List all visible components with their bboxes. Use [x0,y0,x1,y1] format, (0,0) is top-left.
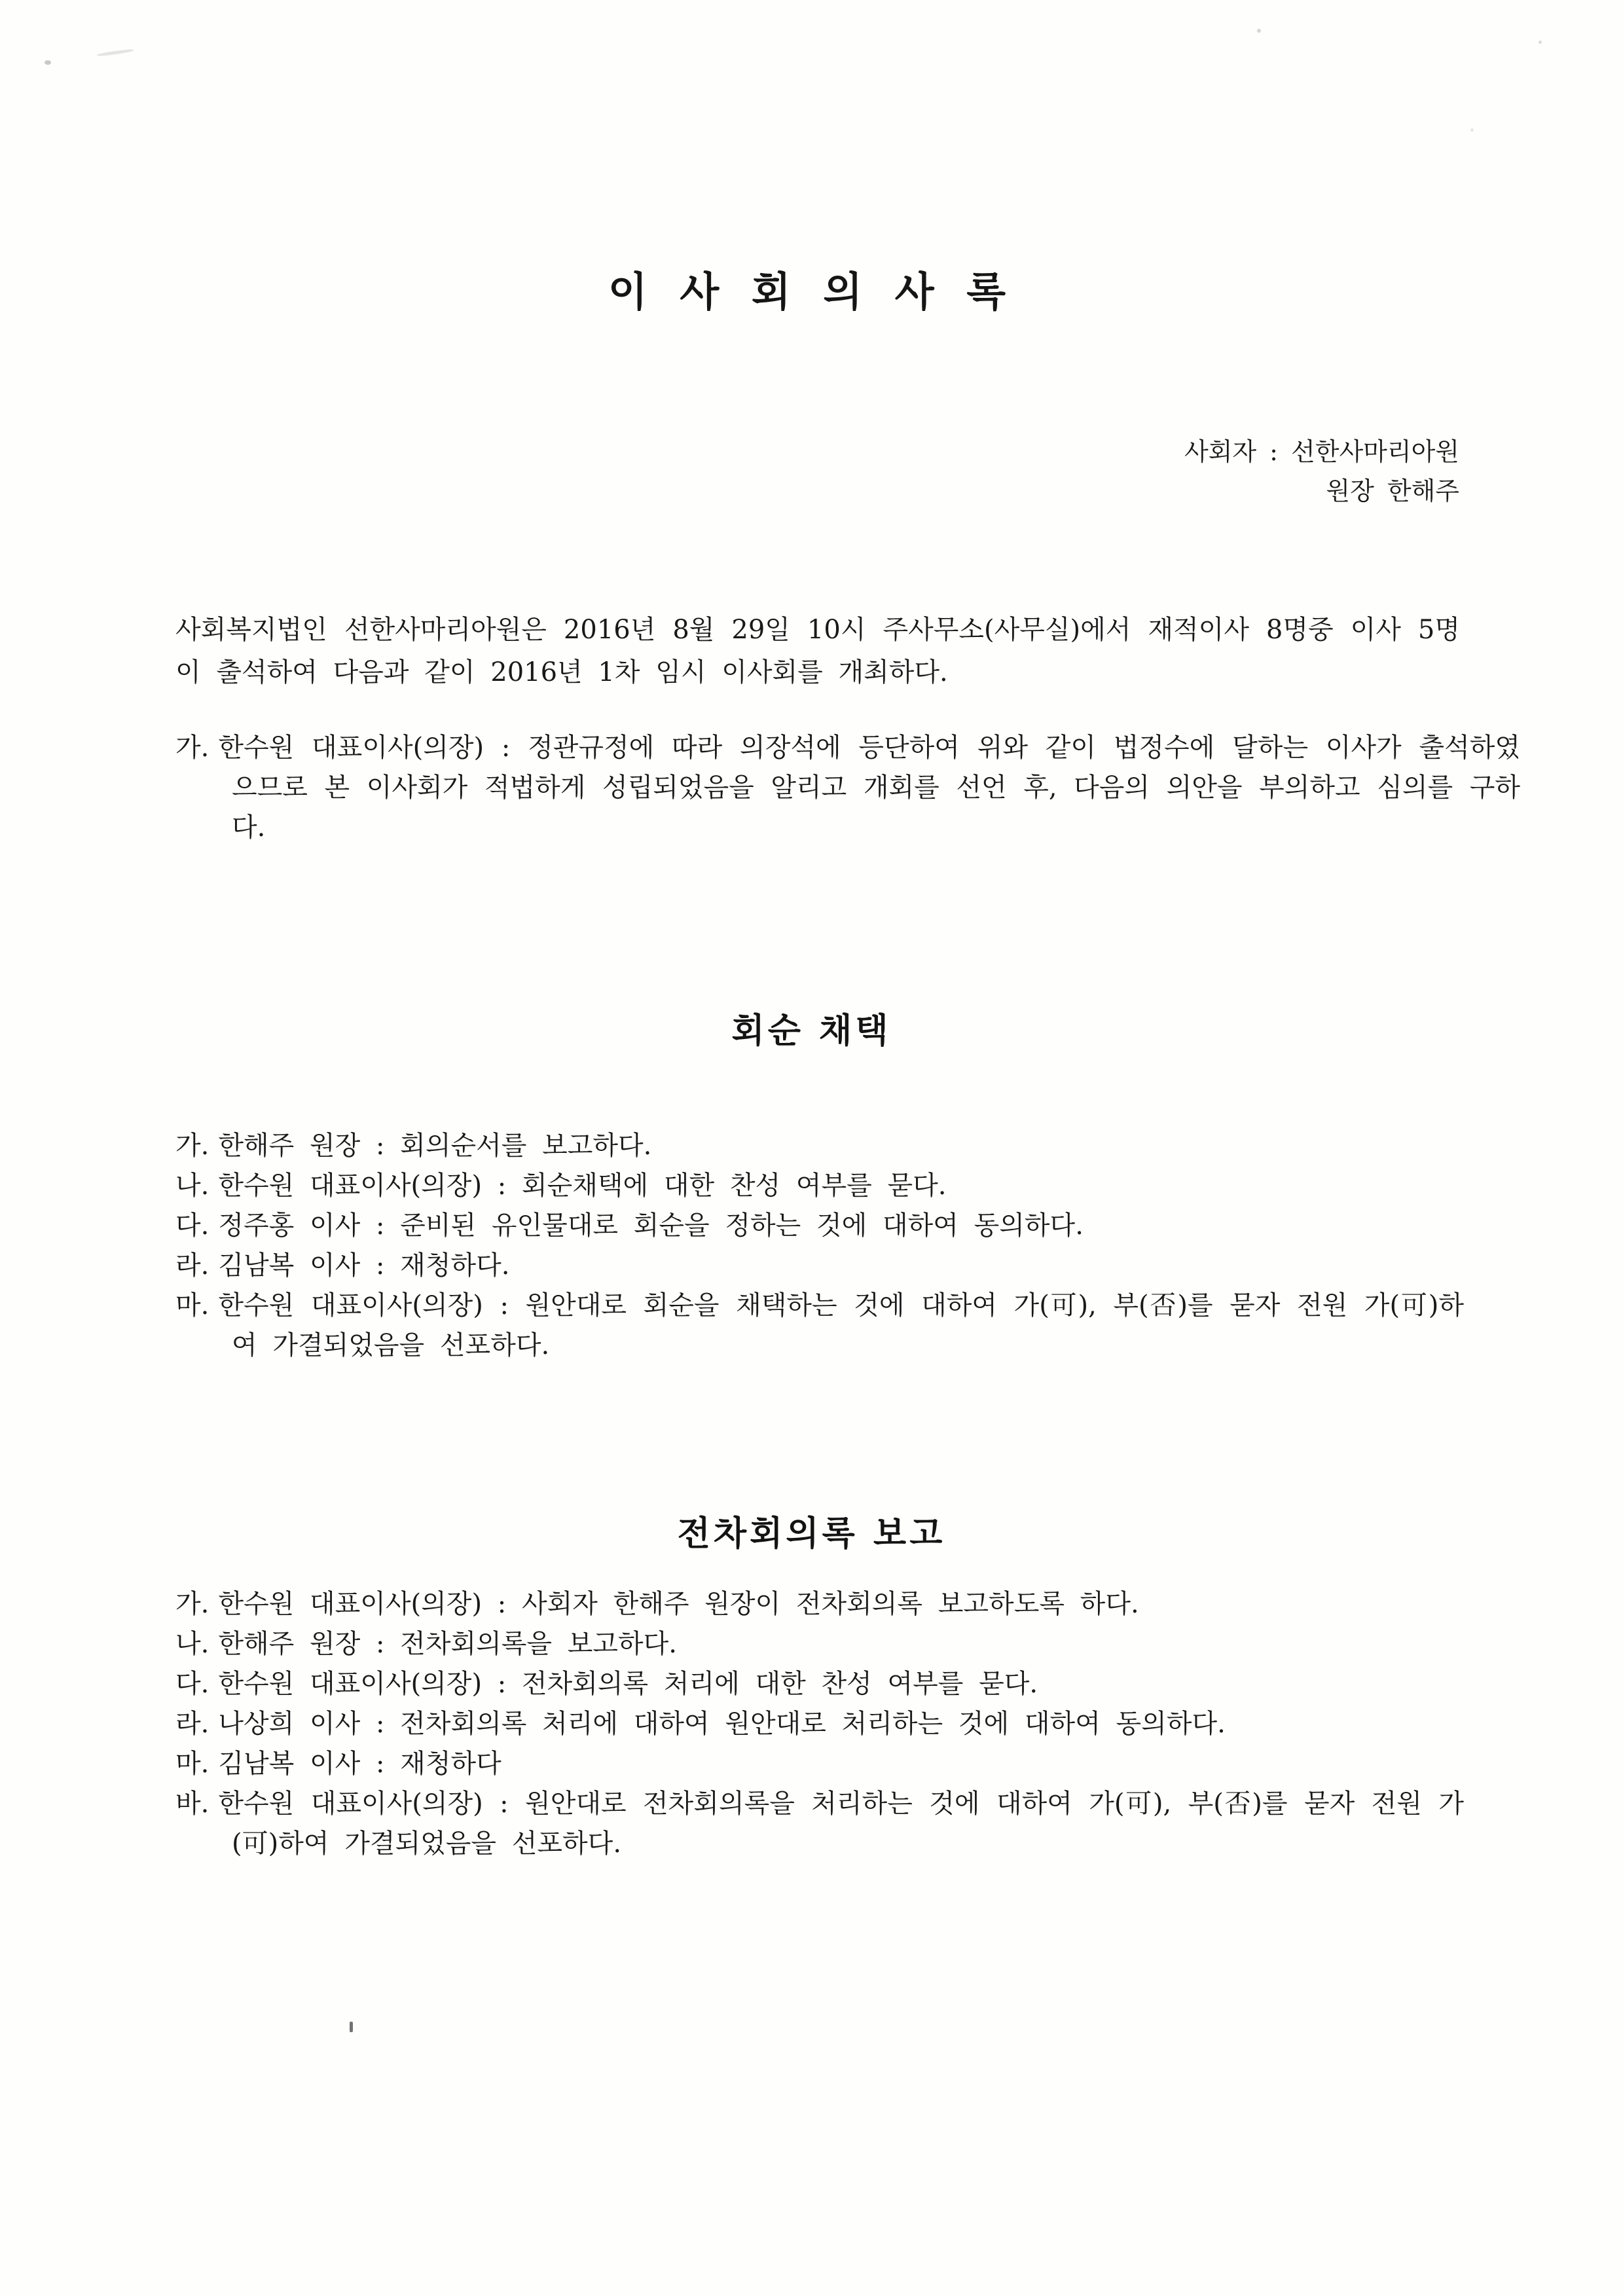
item-marker: 바. [175,1789,210,1819]
agenda-adoption-list [175,1126,1464,1366]
moderator-line-2: 원장 한해주 [1326,477,1459,505]
list-item [175,1126,1464,1166]
list-item [175,1624,1464,1664]
item-marker: 나. [175,1629,210,1659]
opening-declaration-item [175,728,1520,848]
item-text: 나상희 이사 : 전차회의록 처리에 대하여 원안대로 처리하는 것에 대하여 동의하다. [218,1709,1226,1739]
item-text: 한해주 원장 : 전차회의록을 보고하다. [218,1629,678,1659]
list-item [175,1704,1464,1744]
item-text: 한수원 대표이사(의장) : 사회자 한해주 원장이 전차회의록 보고하도록 하다. [218,1589,1139,1619]
moderator-block [1184,432,1459,511]
list-item [175,1664,1464,1704]
item-marker: 가. [175,1589,210,1619]
item-marker: 다. [175,1211,210,1241]
scan-speck [350,2022,353,2032]
item-marker: 라. [175,1709,210,1739]
section-heading-previous-minutes-report: 전차회의록 보고 [677,1514,946,1554]
list-item [175,1744,1464,1784]
item-marker: 마. [175,1290,210,1321]
list-item [175,1286,1464,1366]
item-text: 한수원 대표이사(의장) : 전차회의록 처리에 대한 찬성 여부를 묻다. [218,1669,1038,1699]
scan-speck [1257,29,1261,33]
scan-speck [97,48,134,57]
item-text: 한수원 대표이사(의장) : 정관규정에 따라 의장석에 등단하여 위와 같이 법정수에 달하는 이사가 출석하였으므로 본 이사회가 적법하게 성립되었음을 알리고 개회를 선언 후, 다음의 의안을 부의하고 심의를 구하다. [218,733,1520,843]
previous-minutes-report-list [175,1584,1464,1864]
list-item [175,1584,1464,1624]
item-text: 한해주 원장 : 회의순서를 보고하다. [218,1131,652,1161]
list-item [175,1784,1464,1864]
item-text: 한수원 대표이사(의장) : 원안대로 회순을 채택하는 것에 대하여 가(可), 부(否)를 묻자 전원 가(可)하여 가결되었음을 선포하다. [218,1290,1464,1360]
list-item [175,1206,1464,1246]
item-marker: 나. [175,1171,210,1201]
item-marker: 마. [175,1749,210,1779]
item-text: 정주홍 이사 : 준비된 유인물대로 회순을 정하는 것에 대하여 동의하다. [218,1211,1084,1241]
document-title: 이 사 회 의 사 록 [608,268,1015,316]
item-marker: 다. [175,1669,210,1699]
section-heading-agenda-adoption: 회순 채택 [731,1011,892,1051]
scan-speck [1470,128,1474,132]
scan-speck [1539,41,1542,44]
moderator-line-1: 사회자 : 선한사마리아원 [1184,437,1459,466]
scan-speck [45,60,51,65]
item-marker: 가. [175,733,210,763]
item-text: 김남복 이사 : 재청하다. [218,1250,510,1281]
intro-paragraph: 사회복지법인 선한사마리아원은 2016년 8월 29일 10시 주사무소(사무실)에서 재적이사 8명중 이사 5명이 출석하여 다음과 같이 2016년 1차 임시 이사회를 개최하다. [175,615,1460,687]
list-item [175,1246,1464,1286]
item-text: 한수원 대표이사(의장) : 원안대로 전차회의록을 처리하는 것에 대하여 가(可), 부(否)를 묻자 전원 가(可)하여 가결되었음을 선포하다. [218,1789,1464,1859]
item-marker: 라. [175,1250,210,1281]
item-marker: 가. [175,1131,210,1161]
item-text: 한수원 대표이사(의장) : 회순채택에 대한 찬성 여부를 묻다. [218,1171,947,1201]
list-item [175,1166,1464,1206]
item-text: 김남복 이사 : 재청하다 [218,1749,501,1779]
